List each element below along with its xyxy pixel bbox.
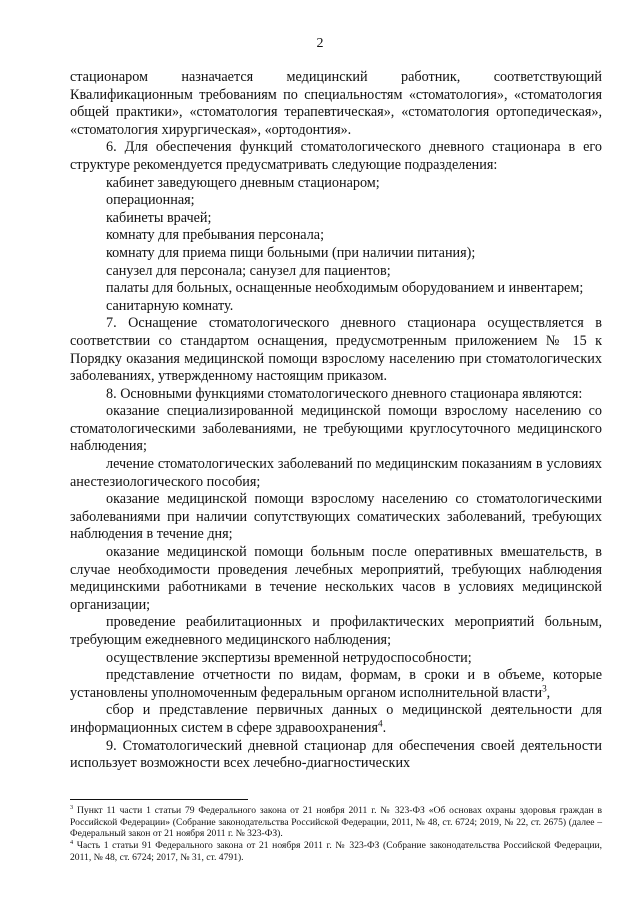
function-item: оказание специализированной медицинской помощи взрослому населению со стоматологическими заболеваниями, не требующими круглосуточного медицинского наблюдения; <box>70 403 602 455</box>
paragraph-item-9: 9. Стоматологический дневной стационар для обеспечения своей деятельности использует возможности всех лечебно-диагностических <box>70 737 602 772</box>
list-item: комнату для пребывания персонала; <box>106 227 325 244</box>
footnote-marker: 4 <box>70 838 74 846</box>
paragraph-item-7: 7. Оснащение стоматологического дневного стационара осуществляется в соответствии со стандартом оснащения, предусмотренным приложением № 15 к Порядку оказания медицинской помощи взрослому населению при стоматологических заболеваниях, утвержденному настоящим приказом. <box>70 315 602 385</box>
footnote-text: Часть 1 статьи 91 Федерального закона от 21 ноября 2011 г. № 323-ФЗ (Собрание законодательства Российской Федерации, 2011, № 48, ст. 6724; 2017, № 31, ст. 4791). <box>70 840 602 863</box>
list-item: комнату для приема пищи больными (при наличии питания); <box>106 244 476 261</box>
function-item: лечение стоматологических заболеваний по медицинским показаниям в условиях анестезиологического пособия; <box>70 456 602 490</box>
footnote-ref-3[interactable]: 3 <box>542 683 547 694</box>
page-number: 2 <box>316 36 324 51</box>
list-item: кабинеты врачей; <box>106 209 212 226</box>
footnote-divider <box>70 799 248 800</box>
function-item: осуществление экспертизы временной нетрудоспособности; <box>106 649 472 666</box>
function-item-text: сбор и представление первичных данных о медицинской деятельности для информационных систем в сфере здравоохранения <box>70 702 602 736</box>
footnote-marker: 3 <box>70 803 74 811</box>
function-item: сбор и представление первичных данных о медицинской деятельности для информационных систем в сфере здравоохранения$^4$. <box>70 702 602 736</box>
function-item: проведение реабилитационных и профилактических мероприятий больным, требующим ежедневного медицинского наблюдения; <box>70 614 602 648</box>
footnote-4 <box>70 840 602 863</box>
list-item: кабинет заведующего дневным стационаром; <box>106 174 380 191</box>
list-item: санузел для персонала; санузел для пациентов; <box>106 262 391 279</box>
function-item-text: представление отчетности по видам, формам, в сроки и в объеме, которые установлены уполномоченным федеральным органом исполнительной власти <box>70 667 602 701</box>
footnote-3 <box>70 805 602 840</box>
footnote-text: Пункт 11 части 1 статьи 79 Федерального закона от 21 ноября 2011 г. № 323-ФЗ «Об основах охраны здоровья граждан в Российской Федерации» (Собрание законодательства Российской Федерации, 2011, № 48, ст. 6724; 2019, № 22, ст. 2675) (далее – Федеральный закон от 21 ноября 2011 г. № 323-ФЗ). <box>70 805 602 840</box>
list-item: операционная; <box>106 192 195 209</box>
function-item: оказание медицинской помощи взрослому населению со стоматологическими заболеваниями при наличии сопутствующих соматических заболеваний, требующих наблюдения в течение дня; <box>70 491 602 543</box>
function-item: представление отчетности по видам, формам, в сроки и в объеме, которые установлены уполномоченным федеральным органом исполнительной власти$^3$, <box>70 667 602 701</box>
list-item: санитарную комнату. <box>106 297 234 314</box>
paragraph-item-8: 8. Основными функциями стоматологического дневного стационара являются: <box>106 385 583 402</box>
paragraph-continuation: стационаром назначается медицинский работник, соответствующий Квалификационным требованиям по специальностям «стоматология», «стоматология общей практики», «стоматология терапевтическая», «стоматология ортопедическая», «стоматология хирургическая», «ортодонтия». <box>70 69 602 138</box>
document-body <box>70 69 602 773</box>
paragraph-item-6: 6. Для обеспечения функций стоматологического дневного стационара в его структуре рекомендуется предусматривать следующие подразделения: <box>70 139 602 173</box>
function-item: оказание медицинской помощи больным после оперативных вмешательств, в случае необходимости проведения лечебных мероприятий, требующих наблюдения медицинскими работниками в течение нескольких часов в условиях медицинской организации; <box>70 544 602 613</box>
list-item: палаты для больных, оснащенные необходимым оборудованием и инвентарем; <box>106 280 584 297</box>
footnote-ref-4[interactable]: 4 <box>378 718 383 729</box>
